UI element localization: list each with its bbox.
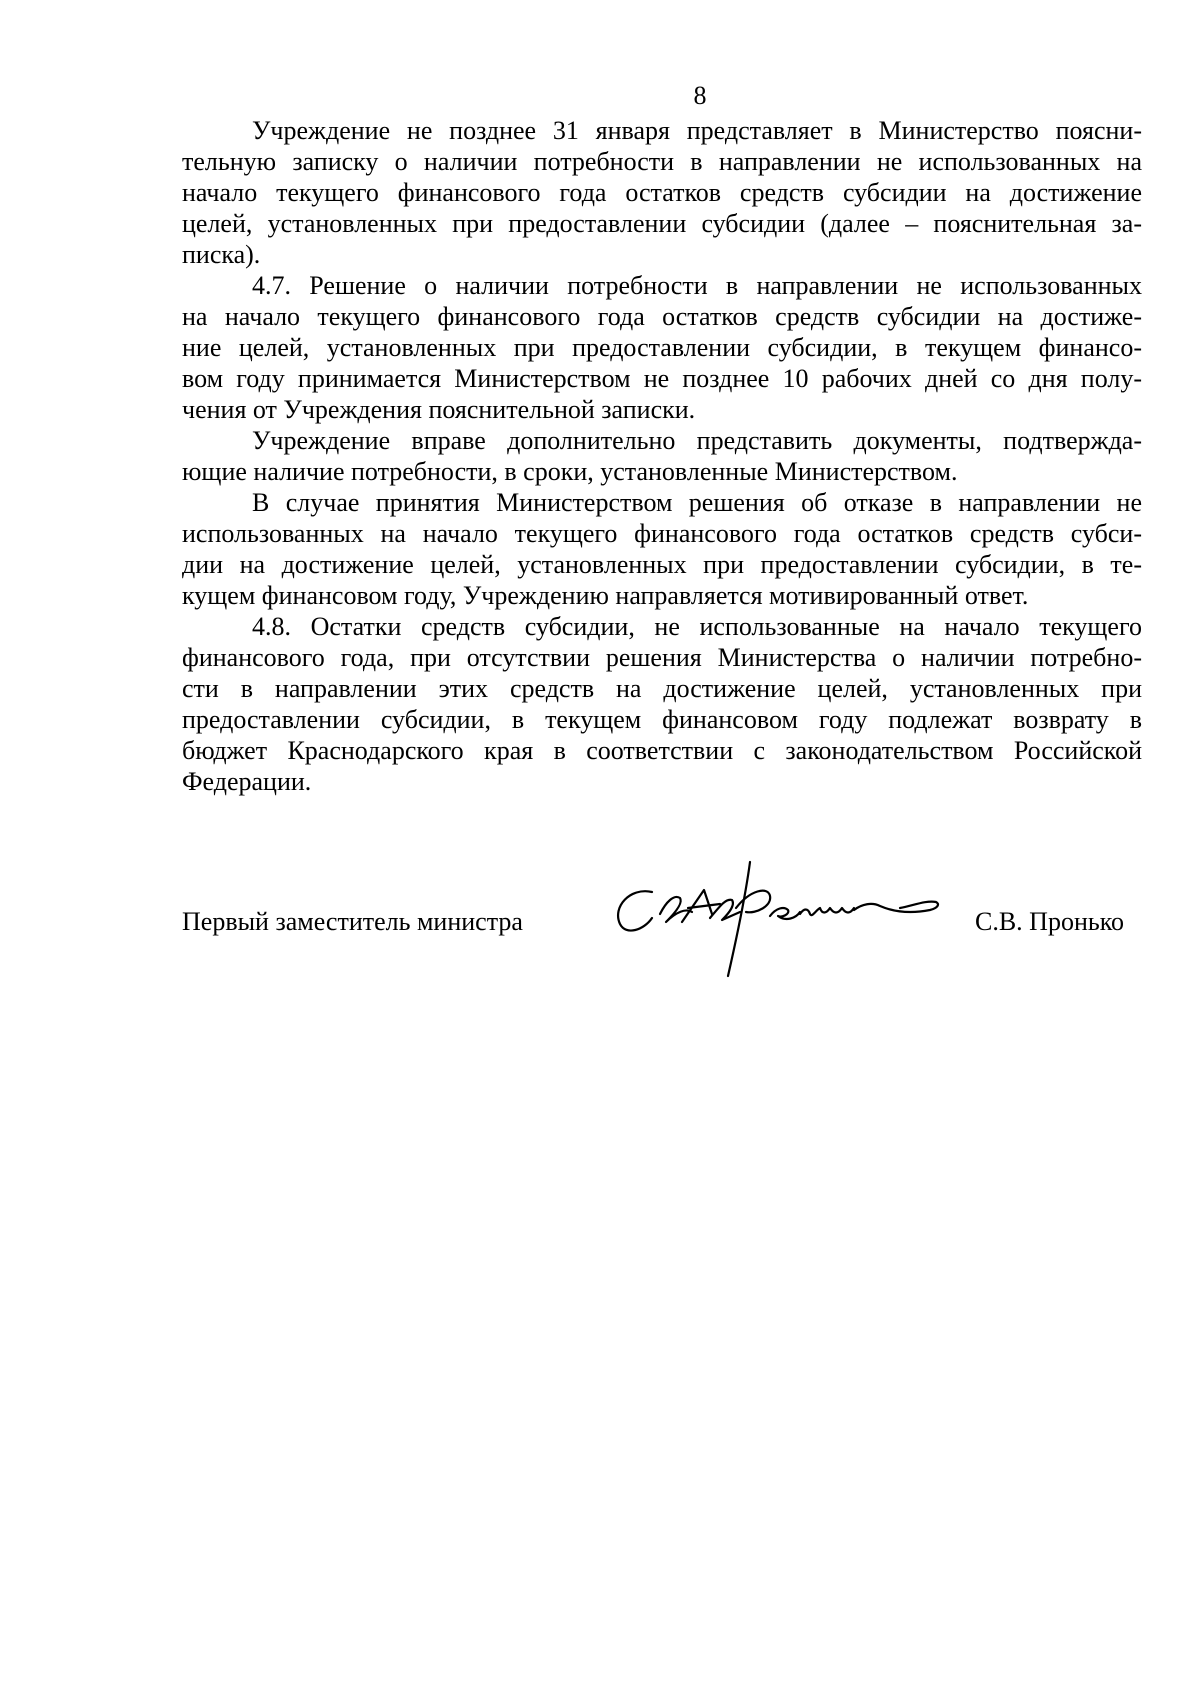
paragraph-5-line-5: бюджет Краснодарского края в соответствии с законодательством Российской: [182, 736, 1142, 765]
paragraph-2-line-4: вом году принимается Министерством не позднее 10 рабочих дней со дня полу-: [182, 364, 1142, 393]
paragraph-4-line-1: В случае принятия Министерством решения об отказе в направлении не: [252, 488, 1142, 517]
signature-block: [0, 880, 1200, 990]
signatory-name: С.В. Пронько: [975, 907, 1125, 936]
paragraph-1-line-1: Учреждение не позднее 31 января представляет в Министерство поясни-: [252, 116, 1142, 145]
paragraph-5-line-3: сти в направлении этих средств на достижение целей, установленных при: [182, 674, 1142, 703]
paragraph-1-line-3: начало текущего финансового года остатков средств субсидии на достижение: [182, 178, 1142, 207]
paragraph-3-line-1: Учреждение вправе дополнительно представить документы, подтвержда-: [252, 426, 1142, 455]
paragraph-4-line-3: дии на достижение целей, установленных при предоставлении субсидии, в те-: [182, 550, 1142, 579]
signatory-position: Первый заместитель министра: [182, 907, 523, 936]
paragraph-3-line-2: ющие наличие потребности, в сроки, установленные Министерством.: [182, 457, 958, 486]
paragraph-2-line-3: ние целей, установленных при предоставлении субсидии, в текущем финансо-: [182, 333, 1142, 362]
paragraph-2-line-2: на начало текущего финансового года остатков средств субсидии на достиже-: [182, 302, 1142, 331]
page-number: 8: [693, 81, 707, 110]
paragraph-5-line-2: финансового года, при отсутствии решения Министерства о наличии потребно-: [182, 643, 1142, 672]
paragraph-1-line-4: целей, установленных при предоставлении субсидии (далее – пояснительная за-: [182, 209, 1142, 238]
paragraph-1-line-5: писка).: [182, 240, 261, 269]
paragraph-4-line-2: использованных на начало текущего финансового года остатков средств субси-: [182, 519, 1142, 548]
paragraph-5-line-1: 4.8. Остатки средств субсидии, не использованные на начало текущего: [252, 612, 1142, 641]
paragraph-5-line-4: предоставлении субсидии, в текущем финансовом году подлежат возврату в: [182, 705, 1142, 734]
paragraph-2-line-5: чения от Учреждения пояснительной записки.: [182, 395, 696, 424]
paragraph-2-line-1: 4.7. Решение о наличии потребности в направлении не использованных: [252, 271, 1142, 300]
paragraph-4-line-4: кущем финансовом году, Учреждению направляется мотивированный ответ.: [182, 581, 1029, 610]
paragraph-1-line-2: тельную записку о наличии потребности в направлении не использованных на: [182, 147, 1142, 176]
handwritten-signature: [600, 852, 980, 992]
paragraph-5-line-6: Федерации.: [182, 767, 312, 796]
